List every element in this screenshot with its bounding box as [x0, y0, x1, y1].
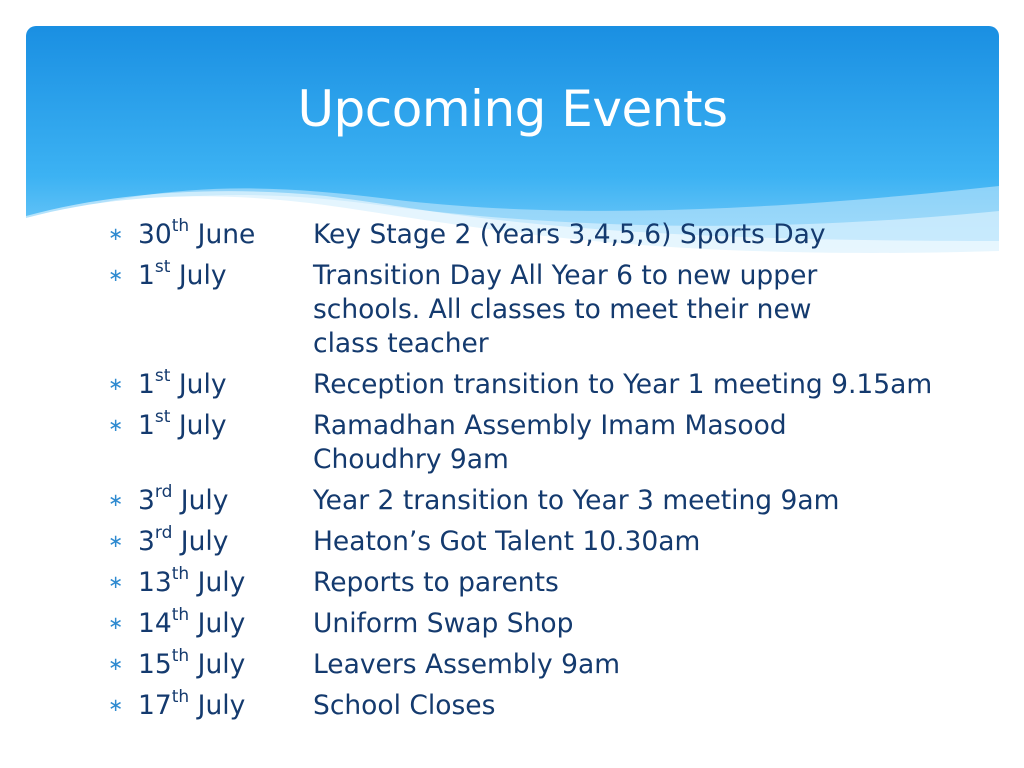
- event-date: [138, 409, 313, 443]
- event-date: [138, 368, 313, 402]
- event-day-suffix: st: [154, 366, 171, 387]
- event-day-suffix: rd: [154, 482, 173, 503]
- bullet-icon: ∗: [108, 415, 124, 436]
- event-day: 1: [138, 260, 155, 291]
- bullet-icon: ∗: [108, 654, 124, 675]
- event-description: Year 2 transition to Year 3 meeting 9am: [313, 485, 840, 516]
- event-month: July: [178, 260, 227, 291]
- event-day: 3: [138, 485, 155, 516]
- event-description: Reports to parents: [313, 567, 559, 598]
- event-item: [108, 259, 988, 361]
- event-month: July: [180, 526, 229, 557]
- event-month: July: [178, 410, 227, 441]
- event-month: July: [197, 567, 246, 598]
- event-description: Key Stage 2 (Years 3,4,5,6) Sports Day: [313, 219, 826, 250]
- event-day: 30: [138, 219, 172, 250]
- bullet-icon: ∗: [108, 224, 124, 245]
- event-item: [108, 409, 988, 477]
- event-month: July: [197, 690, 246, 721]
- event-description: Transition Day All Year 6 to new upper schools. All classes to meet their new class teacher: [313, 260, 818, 359]
- event-day-suffix: st: [154, 407, 171, 428]
- event-day: 14: [138, 608, 172, 639]
- event-description: Leavers Assembly 9am: [313, 649, 621, 680]
- event-item: [108, 484, 988, 518]
- event-day-suffix: th: [171, 216, 190, 237]
- event-day: 13: [138, 567, 172, 598]
- event-month: July: [178, 369, 227, 400]
- event-date: [138, 648, 313, 682]
- event-month: July: [197, 649, 246, 680]
- event-day: 1: [138, 410, 155, 441]
- event-date: [138, 484, 313, 518]
- event-month: July: [197, 608, 246, 639]
- event-month: July: [180, 485, 229, 516]
- event-item: [108, 525, 988, 559]
- event-item: [108, 368, 988, 402]
- event-description: School Closes: [313, 690, 496, 721]
- event-description: Ramadhan Assembly Imam Masood Choudhry 9am: [313, 410, 787, 475]
- events-list: [108, 218, 988, 730]
- event-day-suffix: th: [171, 605, 190, 626]
- event-description: Heaton’s Got Talent 10.30am: [313, 526, 701, 557]
- bullet-icon: ∗: [108, 695, 124, 716]
- event-description: Reception transition to Year 1 meeting 9.15am: [313, 369, 933, 400]
- bullet-icon: ∗: [108, 265, 124, 286]
- event-day-suffix: st: [154, 257, 171, 278]
- event-day-suffix: th: [171, 646, 190, 667]
- event-date: [138, 566, 313, 600]
- event-day: 1: [138, 369, 155, 400]
- event-date: [138, 525, 313, 559]
- event-date: [138, 218, 313, 252]
- event-day-suffix: rd: [154, 523, 173, 544]
- event-day-suffix: th: [171, 564, 190, 585]
- bullet-icon: ∗: [108, 490, 124, 511]
- event-item: [108, 689, 988, 723]
- bullet-icon: ∗: [108, 613, 124, 634]
- event-day: 3: [138, 526, 155, 557]
- event-day: 15: [138, 649, 172, 680]
- event-item: [108, 607, 988, 641]
- bullet-icon: ∗: [108, 374, 124, 395]
- event-month: June: [197, 219, 256, 250]
- bullet-icon: ∗: [108, 572, 124, 593]
- event-day: 17: [138, 690, 172, 721]
- slide-title: Upcoming Events: [297, 80, 728, 138]
- event-date: [138, 607, 313, 641]
- event-date: [138, 259, 313, 293]
- event-item: [108, 566, 988, 600]
- event-item: [108, 218, 988, 252]
- event-item: [108, 648, 988, 682]
- event-day-suffix: th: [171, 687, 190, 708]
- event-date: [138, 689, 313, 723]
- event-description: Uniform Swap Shop: [313, 608, 574, 639]
- bullet-icon: ∗: [108, 531, 124, 552]
